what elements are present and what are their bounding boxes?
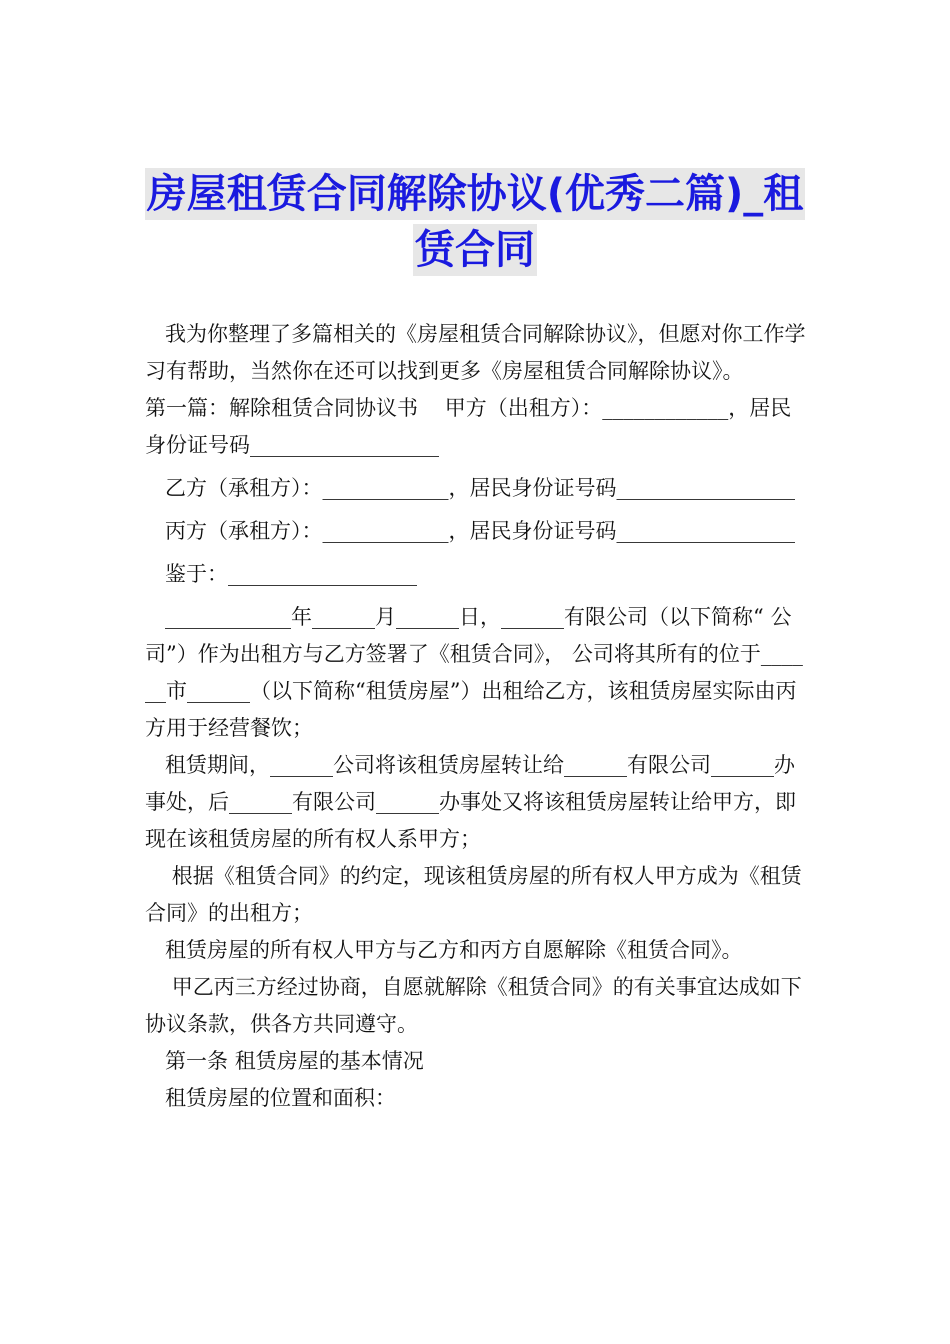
- document-title: [0, 168, 950, 276]
- agreement-paragraph: 甲乙丙三方经过协商，自愿就解除《租赁合同》的有关事宜达成如下协议条款，供各方共同遵守。: [145, 975, 802, 1036]
- section-heading-party-a: 第一篇：解除租赁合同协议书 甲方（出租方）：____________，居民身份证号码__________________: [145, 396, 792, 457]
- title-line-1: 房屋租赁合同解除协议(优秀二篇)_租: [145, 168, 806, 220]
- party-c-paragraph: 丙方（承租方）：____________，居民身份证号码_________________: [145, 519, 796, 543]
- termination-paragraph: 租赁房屋的所有权人甲方与乙方和丙方自愿解除《租赁合同》。: [145, 938, 743, 962]
- whereas-paragraph: 鉴于：__________________: [145, 562, 418, 586]
- lease-transfer-paragraph: 租赁期间，______公司将该租赁房屋转让给______有限公司______办事处，后______有限公司______办事处又将该租赁房屋转让给甲方，即现在该租赁房屋的所有权人系甲方；: [145, 753, 796, 851]
- document-body: [145, 316, 807, 1117]
- party-b-paragraph: 乙方（承租方）：____________，居民身份证号码_________________: [145, 476, 796, 500]
- intro-paragraph: 我为你整理了多篇相关的《房屋租赁合同解除协议》，但愿对你工作学习有帮助，当然你在还可以找到更多《房屋租赁合同解除协议》。: [145, 322, 806, 383]
- title-line-2: 赁合同: [413, 224, 537, 276]
- article-one-heading: 第一条 租赁房屋的基本情况: [145, 1049, 424, 1073]
- lease-signing-paragraph: ____________年______月______日，______有限公司（以下简称“ 公司”）作为出租方与乙方签署了《租赁合同》， 公司将其所有的位于______市______（以下简称“租赁房屋”）出租给乙方，该租赁房屋实际由丙方用于经营餐饮；: [145, 605, 803, 740]
- owner-lessor-paragraph: 根据《租赁合同》的约定，现该租赁房屋的所有权人甲方成为《租赁合同》的出租方；: [145, 864, 802, 925]
- location-area-paragraph: 租赁房屋的位置和面积：: [145, 1086, 397, 1110]
